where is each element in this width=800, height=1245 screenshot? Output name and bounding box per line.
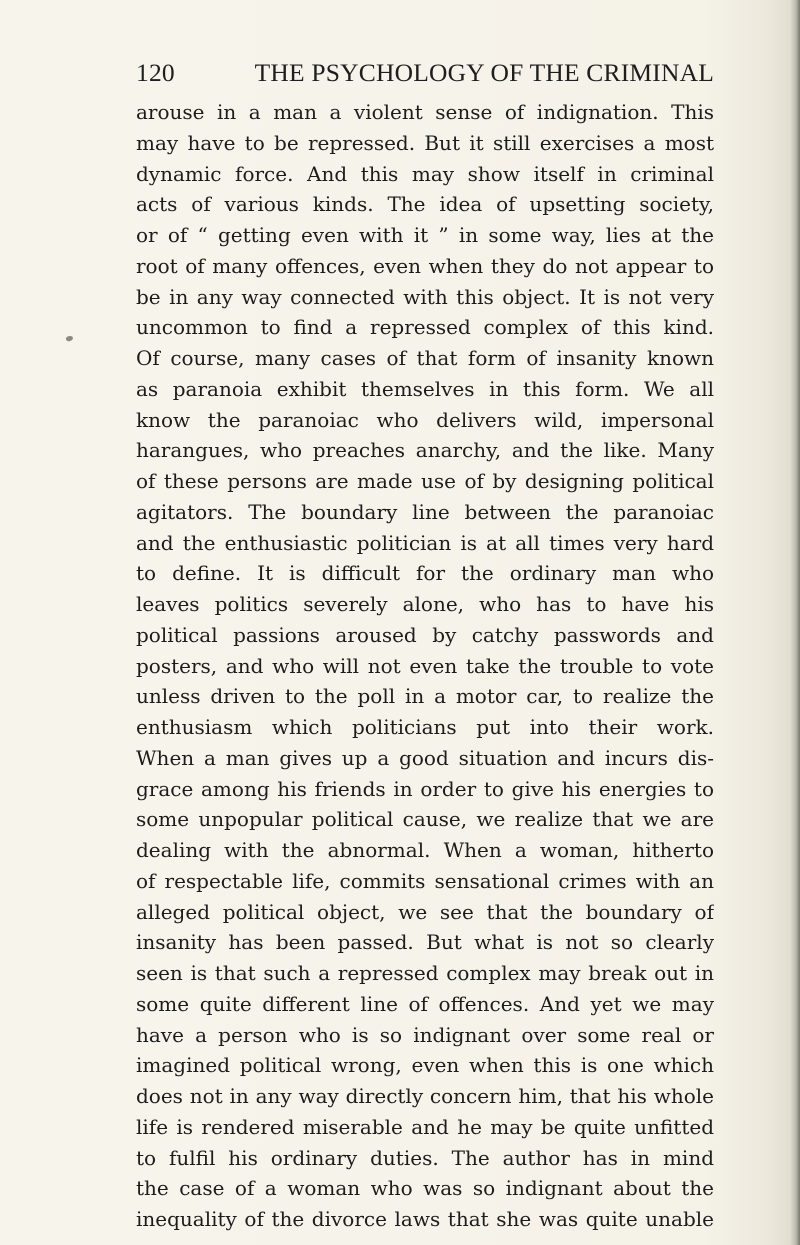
text-line: acts of various kinds. The idea of upsetting society, <box>136 192 714 217</box>
text-line: arouse in a man a violent sense of indignation. This <box>136 100 714 124</box>
text-line: be in any way connected with this object. It is not very <box>136 284 714 309</box>
page-edge-shadow <box>790 0 800 1245</box>
text-line: to fulfil his ordinary duties. The author has in mind <box>136 1145 714 1170</box>
text-line: Of course, many cases of that form of insanity known <box>136 346 714 370</box>
body-text <box>136 97 714 1235</box>
running-header <box>136 58 714 88</box>
text-line: may have to be repressed. But it still exercises a most <box>136 130 714 155</box>
text-line: dynamic force. And this may show itself in criminal <box>136 161 714 186</box>
text-line: root of many offences, even when they do not appear to <box>136 253 714 278</box>
page-number: 120 <box>136 58 175 87</box>
text-line: does not in any way directly concern him, that his whole <box>136 1084 714 1108</box>
text-line: seen is that such a repressed complex may break out in <box>136 961 714 985</box>
running-title: THE PSYCHOLOGY OF THE CRIMINAL <box>254 58 714 87</box>
text-line: and the enthusiastic politician is at all times very hard <box>136 530 714 555</box>
text-line: to define. It is difficult for the ordinary man who <box>136 561 714 586</box>
text-line: alleged political object, we see that the boundary of <box>136 899 714 924</box>
text-line: When a man gives up a good situation and incurs dis- <box>136 745 714 770</box>
paper-speck <box>65 335 73 342</box>
text-line: harangues, who preaches anarchy, and the like. Many <box>136 438 714 463</box>
text-line: of respectable life, commits sensational crimes with an <box>136 868 714 893</box>
text-line: know the paranoiac who delivers wild, impersonal <box>136 407 714 432</box>
text-line: dealing with the abnormal. When a woman, hitherto <box>136 838 714 862</box>
text-line: leaves politics severely alone, who has to have his <box>136 592 714 616</box>
text-line: or of “ getting even with it ” in some way, lies at the <box>136 223 714 247</box>
text-line: have a person who is so indignant over some real or <box>136 1022 714 1047</box>
text-line: as paranoia exhibit themselves in this form. We all <box>136 376 714 401</box>
text-line: imagined political wrong, even when this is one which <box>136 1053 714 1078</box>
text-line: life is rendered miserable and he may be quite unfitted <box>136 1114 714 1139</box>
text-line: political passions aroused by catchy passwords and <box>136 622 714 647</box>
text-line: the case of a woman who was so indignant about the <box>136 1176 714 1201</box>
text-line: unless driven to the poll in a motor car, to realize the <box>136 684 714 709</box>
text-line: of these persons are made use of by designing political <box>136 469 714 493</box>
text-line: insanity has been passed. But what is not so clearly <box>136 930 714 955</box>
text-line: agitators. The boundary line between the paranoiac <box>136 499 714 524</box>
text-line: grace among his friends in order to give his energies to <box>136 776 714 801</box>
text-line: uncommon to find a repressed complex of this kind. <box>136 315 714 340</box>
text-line: posters, and who will not even take the trouble to vote <box>136 653 714 678</box>
text-line: some quite different line of offences. And yet we may <box>136 991 714 1016</box>
text-line: enthusiasm which politicians put into their work. <box>136 715 714 739</box>
text-line: some unpopular political cause, we realize that we are <box>136 807 714 832</box>
text-line: inequality of the divorce laws that she was quite unable <box>136 1207 714 1231</box>
